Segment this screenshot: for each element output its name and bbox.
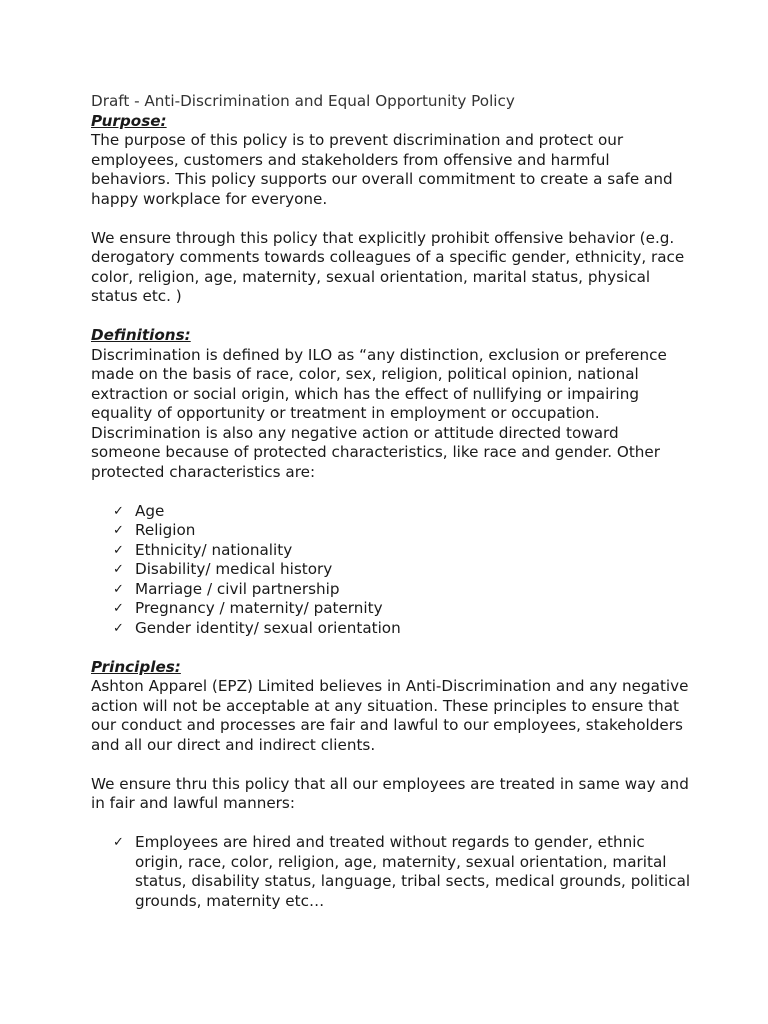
spacer (91, 755, 691, 775)
spacer (91, 482, 691, 502)
purpose-paragraph-1: The purpose of this policy is to prevent discrimination and protect our employees, customers and stakeholders from offensive and harmful behaviors. This policy supports our overall commitment to create a safe and happy workplace for everyone. (91, 131, 673, 208)
checkmark-icon: ✓ (113, 562, 124, 577)
list-item: ✓ Marriage / civil partnership (113, 579, 340, 598)
principles-paragraph-2: We ensure thru this policy that all our employees are treated in same way and in fair and lawful manners: (91, 774, 689, 812)
protected-characteristics-list (91, 502, 691, 639)
principles-heading: Principles: (91, 657, 181, 676)
list-item: ✓ Religion (113, 521, 196, 539)
principles-paragraph-1: Ashton Apparel (EPZ) Limited believes in Anti-Discrimination and any negative action will not be acceptable at any situation. These principles to ensure that our conduct and processes are fair and lawful to our employees, stakeholders and all our direct and indirect clients. (91, 677, 689, 754)
list-item: ✓ Age (113, 501, 165, 520)
checkmark-icon: ✓ (113, 581, 124, 597)
checkmark-icon: ✓ (113, 542, 124, 558)
list-item: ✓ Ethnicity/ nationality (113, 540, 293, 559)
checkmark-icon: ✓ (113, 835, 124, 850)
list-item: ✓ Pregnancy / maternity/ paternity (113, 599, 383, 617)
list-item: ✓ Disability/ medical history (113, 560, 333, 578)
document-title: Draft - Anti-Discrimination and Equal Opportunity Policy (91, 92, 515, 110)
checkmark-icon: ✓ (113, 620, 124, 636)
purpose-paragraph-2: We ensure through this policy that explicitly prohibit offensive behavior (e.g. derogatory comments towards colleagues of a specific gender, ethnicity, race color, religion, age, maternity, sexual orientation, marital status, physical status etc. ) (91, 228, 685, 305)
document-page (91, 92, 691, 911)
definitions-paragraph-2: Discrimination is also any negative action or attitude directed toward someone because of protected characteristics, like race and gender. Other protected characteristics are: (91, 423, 661, 481)
spacer (91, 209, 691, 229)
list-item: ✓ Gender identity/ sexual orientation (113, 618, 401, 637)
spacer (91, 638, 691, 658)
checkmark-icon: ✓ (113, 503, 124, 519)
spacer (91, 814, 691, 834)
checkmark-icon: ✓ (113, 523, 124, 538)
list-item: ✓ Employees are hired and treated without regards to gender, ethnic origin, race, color, religion, age, maternity, sexual orientation, marital status, disability status, language, tribal sects, medical grounds, political grounds, maternity etc… (113, 833, 691, 910)
definitions-paragraph-1: Discrimination is defined by ILO as “any distinction, exclusion or preference made on the basis of race, color, sex, religion, political opinion, national extraction or social origin, which has the effect of nullifying or impairing equality of opportunity or treatment in employment or occupation. (91, 345, 667, 422)
checkmark-icon: ✓ (113, 601, 124, 616)
spacer (91, 307, 691, 327)
principles-list (91, 833, 691, 911)
definitions-heading: Definitions: (91, 326, 191, 344)
purpose-heading: Purpose: (91, 111, 167, 130)
